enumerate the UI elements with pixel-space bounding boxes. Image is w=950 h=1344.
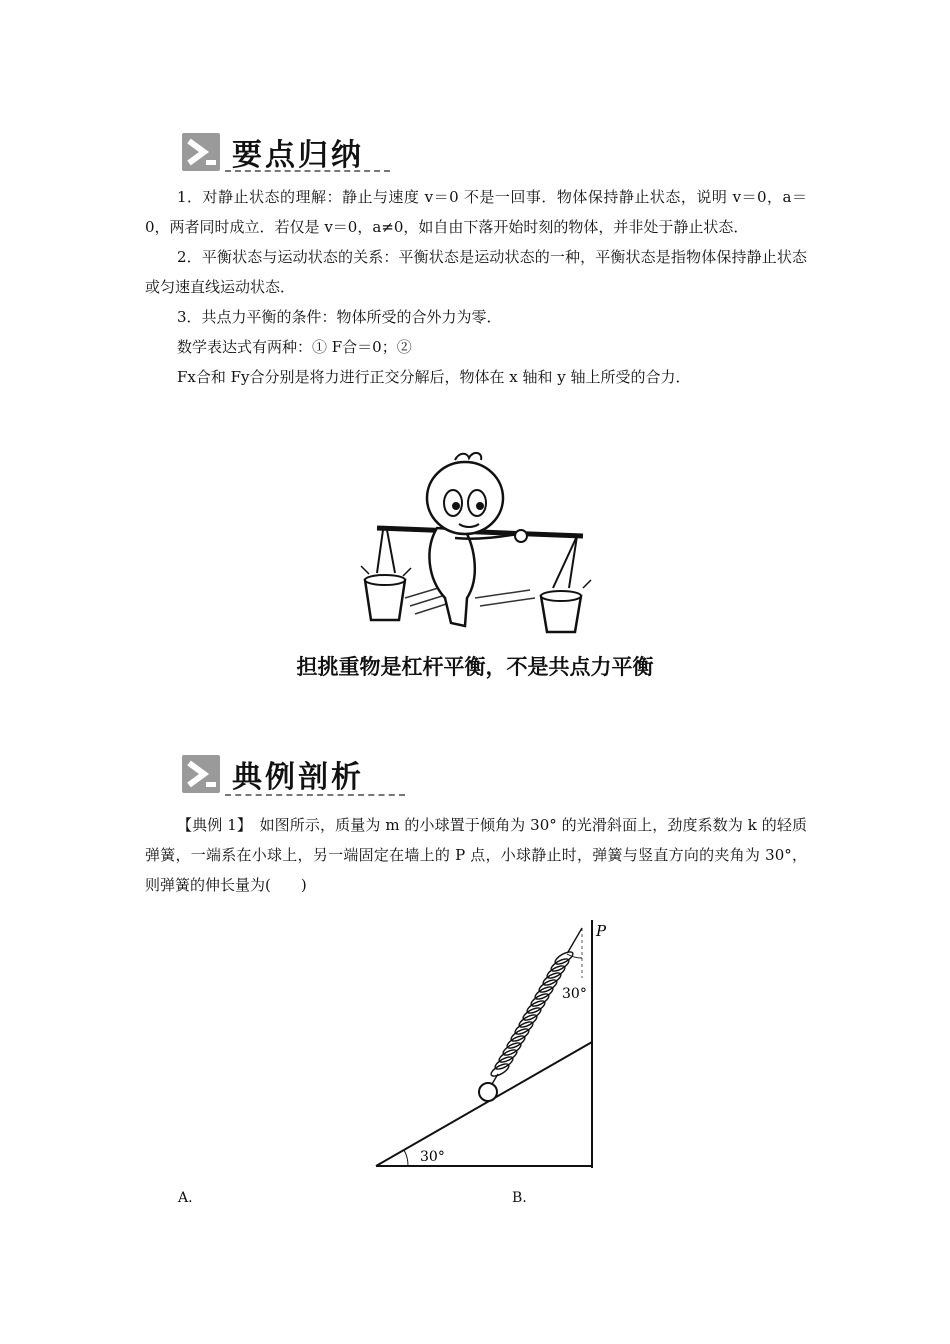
example-1-text: 【典例 1】 如图所示，质量为 m 的小球置于倾角为 30° 的光滑斜面上，劲度系数为 k 的轻质弹簧，一端系在小球上，另一端固定在墙上的 P 点，小球静止时，弹簧与竖直方向的夹角为 30°，则弹簧的伸长量为( ) xyxy=(145,816,807,894)
option-a[interactable]: A. xyxy=(178,1190,193,1206)
paragraph-1: 1．对静止状态的理解：静止与速度 v＝0 不是一回事．物体保持静止状态，说明 v＝0，a＝0，两者同时成立．若仅是 v＝0，a≠0，如自由下落开始时刻的物体，并非处于静止状态． xyxy=(145,188,807,236)
section-header-example-analysis xyxy=(182,752,364,796)
bottom-angle-label: 30° xyxy=(420,1149,445,1165)
option-b[interactable]: B. xyxy=(512,1190,527,1206)
paragraph-5: Fx合和 Fy合分别是将力进行正交分解后，物体在 x 轴和 y 轴上所受的合力． xyxy=(177,368,691,386)
divider xyxy=(225,794,405,796)
paragraph-3: 3．共点力平衡的条件：物体所受的合外力为零． xyxy=(177,308,502,326)
paragraph-2: 2．平衡状态与运动状态的关系：平衡状态是运动状态的一种，平衡状态是指物体保持静止状态或匀速直线运动状态． xyxy=(145,248,807,296)
chevron-right-icon xyxy=(182,133,220,171)
top-angle-label: 30° xyxy=(562,986,587,1002)
key-points-body xyxy=(145,182,807,392)
example-body xyxy=(145,810,807,900)
incline-spring-diagram xyxy=(370,918,620,1173)
section-header-key-points xyxy=(182,130,364,174)
cartoon-carrying-buckets xyxy=(355,448,595,643)
section-title: 要点归纳 xyxy=(232,138,364,173)
illustration-caption: 担挑重物是杠杆平衡，不是共点力平衡 xyxy=(296,655,654,679)
ball xyxy=(479,1083,497,1101)
paragraph-4: 数学表达式有两种：① F合＝0；② xyxy=(177,338,412,356)
section-title: 典例剖析 xyxy=(232,760,364,795)
divider xyxy=(225,170,390,172)
spring xyxy=(489,928,582,1084)
chevron-right-icon xyxy=(182,755,220,793)
point-p-label: P xyxy=(596,922,607,940)
